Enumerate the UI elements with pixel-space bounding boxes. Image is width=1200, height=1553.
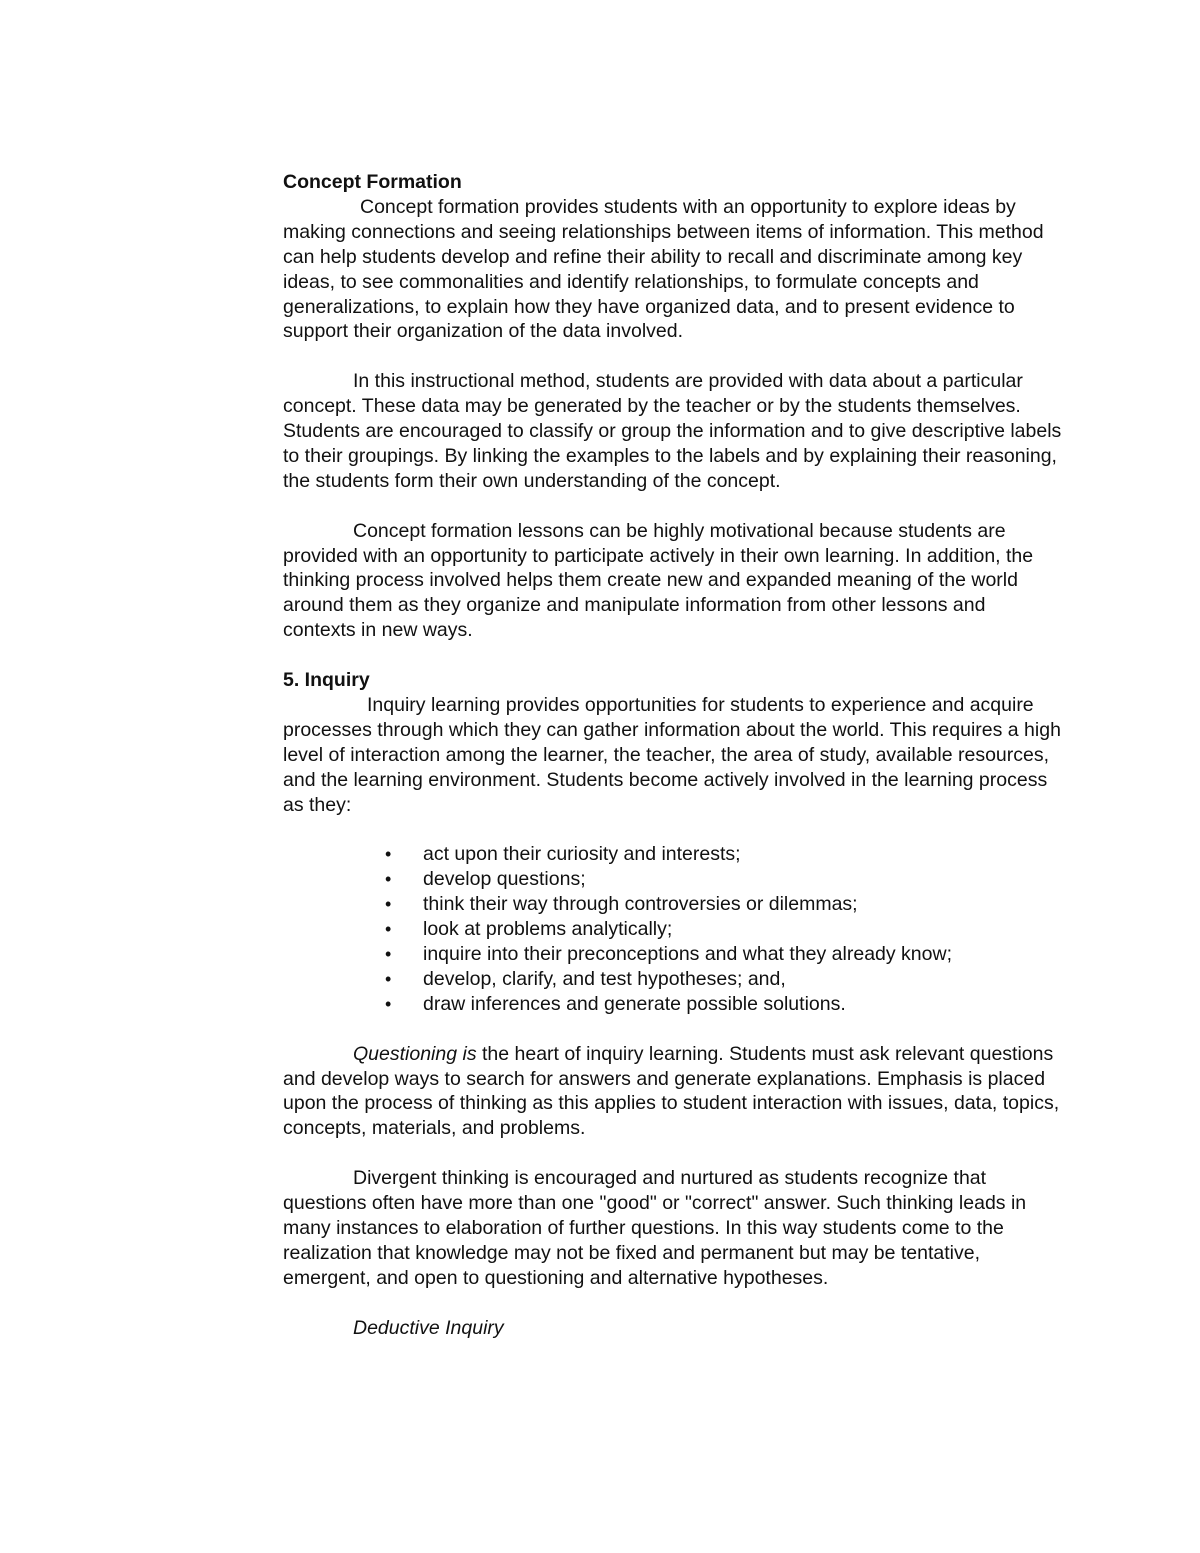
section-heading-inquiry: 5. Inquiry: [283, 669, 370, 692]
list-item-text: develop, clarify, and test hypotheses; and,: [423, 967, 786, 990]
list-item: [283, 967, 1063, 992]
list-item-text: think their way through controversies or dilemmas;: [423, 893, 858, 916]
list-item-text: draw inferences and generate possible solutions.: [423, 992, 846, 1015]
list-item-text: develop questions;: [423, 868, 586, 891]
list-item-text: look at problems analytically;: [423, 918, 673, 941]
document-page: [283, 170, 1063, 1340]
list-item: [283, 867, 1063, 892]
list-item-text: act upon their curiosity and interests;: [423, 843, 741, 866]
deductive-inquiry-text: Deductive Inquiry: [353, 1316, 504, 1339]
paragraph-motivational-lessons: Concept formation lessons can be highly motivational because students are provided with an opportunity to participate actively in their own learning. In addition, the thinking process involved helps them create new and expanded meaning of the world around them as they organize and manipulate information from other lessons and contexts in new ways.: [283, 519, 1034, 642]
paragraph-inquiry-intro: Inquiry learning provides opportunities for students to experience and acquire processes through which they can gather information about the world. This requires a high level of interaction among the learner, the teacher, the area of study, available resources, and the learning environment. Students become actively involved in the learning process as they:: [283, 693, 1061, 816]
inquiry-bullet-list: [283, 842, 1063, 1016]
questioning-italic-text: Questioning is: [353, 1042, 477, 1065]
list-item-text: inquire into their preconceptions and what they already know;: [423, 943, 952, 966]
questioning-text: the heart of inquiry learning. Students must ask relevant questions and develop ways to search for answers and generate explanations. Emphasis is placed upon the process of thinking as this applies to student interaction with issues, data, topics, concepts, materials, and problems.: [283, 1042, 1060, 1140]
bullet-icon: •: [385, 993, 392, 1014]
bullet-icon: •: [385, 919, 392, 940]
paragraph-questioning: [283, 1042, 1063, 1142]
list-item: [283, 917, 1063, 942]
list-item: [283, 892, 1063, 917]
paragraph-instructional-method: In this instructional method, students are provided with data about a particular concept. These data may be generated by the teacher or by the students themselves. Students are encouraged to classify or group the information and to give descriptive labels to their groupings. By linking the examples to the labels and by explaining their reasoning, the students form their own understanding of the concept.: [283, 370, 1062, 492]
paragraph-concept-formation-intro: Concept formation provides students with an opportunity to explore ideas by making connections and seeing relationships between items of information. This method can help students develop and refine their ability to recall and discriminate among key ideas, to see commonalities and identify relationships, to formulate concepts and generalizations, to explain how they have organized data, and to present evidence to support their organization of the data involved.: [283, 195, 1044, 343]
list-item: [283, 942, 1063, 967]
section-heading-concept-formation: Concept Formation: [283, 171, 462, 193]
list-item: [283, 842, 1063, 867]
bullet-icon: •: [385, 968, 392, 989]
bullet-icon: •: [385, 894, 392, 915]
bullet-icon: •: [385, 844, 392, 865]
subheading-deductive-inquiry: [283, 1316, 1063, 1341]
bullet-icon: •: [385, 944, 392, 965]
paragraph-divergent-thinking: Divergent thinking is encouraged and nurtured as students recognize that questions often have more than one "good" or "correct" answer. Such thinking leads in many instances to elaboration of further questions. In this way students come to the realization that knowledge may not be fixed and permanent but may be tentative, emergent, and open to questioning and alternative hypotheses.: [283, 1167, 1027, 1289]
bullet-icon: •: [385, 869, 392, 890]
list-item: [283, 992, 1063, 1017]
